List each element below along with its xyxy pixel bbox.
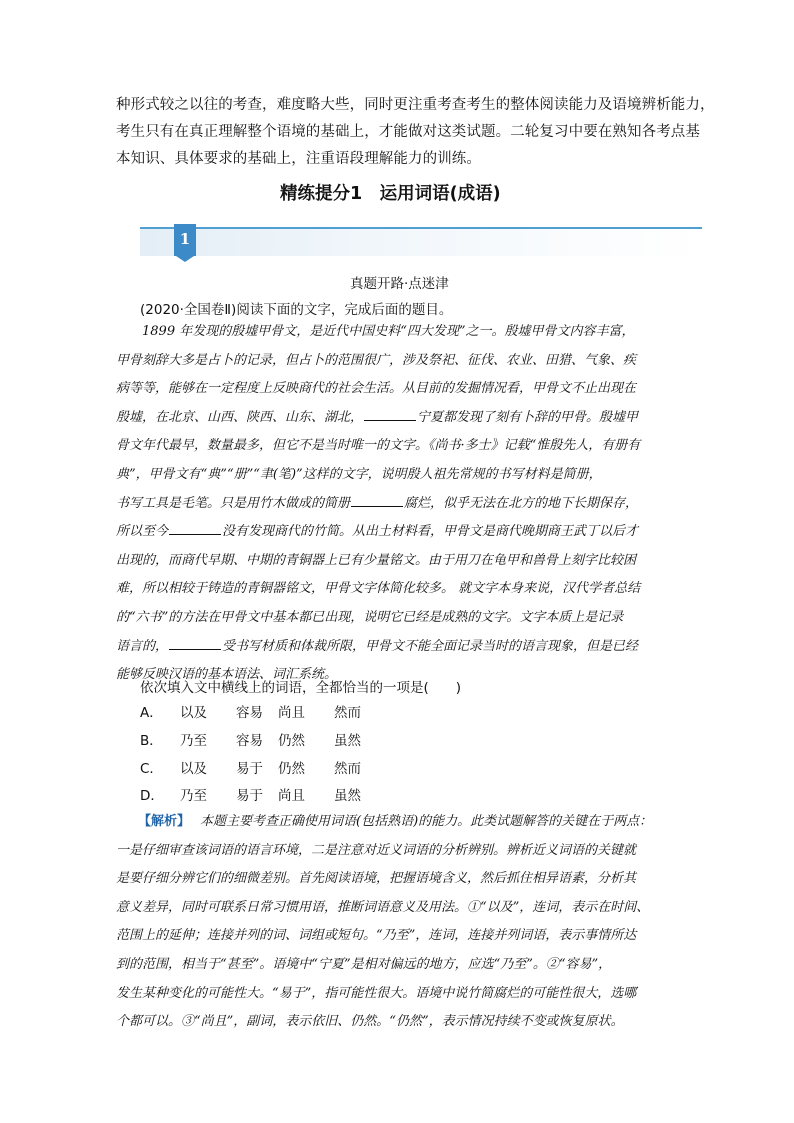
option-letter: D． <box>140 788 164 805</box>
passage-line <box>116 490 688 519</box>
passage-line: 病等等，能够在一定程度上反映商代的社会生活。从目前的发掘情况看，甲骨文不止出现在 <box>116 381 637 397</box>
option-word: 易于 <box>236 760 263 777</box>
option-word: 尚且 <box>278 788 305 805</box>
passage-line: 骨文年代最早，数量最多，但它不是当时唯一的文字。《尚书·多士》记载“惟殷先人，有册有 <box>116 438 641 454</box>
option-word: 容易 <box>236 705 263 721</box>
intro-line: 种形式较之以往的考查，难度略大些，同时更注重考查考生的整体阅读能力及语境辨析能力， <box>116 97 715 113</box>
passage-line: 典”，甲骨文有“典”“册”“聿(笔)”这样的文字，说明殷人祖先常规的书写材料是简册， <box>116 466 602 482</box>
option-word: 然而 <box>334 760 361 777</box>
answer-blank-1 <box>364 406 416 421</box>
intro-paragraph <box>116 92 715 173</box>
passage-line: 1899 年发现的殷墟甲骨文，是近代中国史料“四大发现”之一。殷墟甲骨文内容丰富， <box>116 324 635 339</box>
option-word: 乃至 <box>180 788 207 805</box>
section-banner <box>140 224 702 260</box>
analysis-line: 到的范围，相当于“甚至”。语境中“宁夏”是相对偏远的地方，应选“乃至”。②“容易”， <box>116 956 612 972</box>
option-word: 虽然 <box>334 788 361 805</box>
answer-blank-2 <box>351 492 403 507</box>
analysis-line: 是要仔细分辨它们的细微差别。首先阅读语境，把握语境含义，然后抓住相异语素，分析其 <box>116 871 637 887</box>
passage-line <box>116 404 688 433</box>
analysis-line: 一是仔细审查该词语的语言环境，二是注意对近义词语的分析辨别。辨析近义词语的关键就 <box>116 842 637 858</box>
option-letter: B． <box>140 732 163 749</box>
reading-passage <box>116 318 688 690</box>
banner-background <box>140 228 702 256</box>
option-word: 乃至 <box>180 732 207 749</box>
section-title: 精练提分1 运用词语(成语) <box>280 184 501 204</box>
option-word: 以及 <box>180 705 207 721</box>
analysis-tag: 【解析】 <box>138 814 191 829</box>
analysis-section <box>116 808 696 1037</box>
passage-text: 腐烂，似乎无法在北方的地下长期保存， <box>404 495 639 511</box>
option-c[interactable] <box>140 756 540 784</box>
intro-line: 考生只有在真正理解整个语境的基础上，才能做对这类试题。二轮复习中要在熟知各考点基 <box>116 124 700 140</box>
option-word: 容易 <box>236 732 263 749</box>
chevron-down-icon <box>176 256 194 262</box>
passage-text: 没有发现商代的竹简。从出土材料看，甲骨文是商代晚期商王武丁以后才 <box>222 524 639 540</box>
option-word: 虽然 <box>334 732 361 749</box>
passage-line: 难，所以相较于铸造的青铜器铭文，甲骨文字体简化较多。 就文字本身来说，汉代学者总结 <box>116 581 641 597</box>
answer-blank-4 <box>169 635 221 650</box>
passage-line <box>116 518 688 547</box>
option-letter: C． <box>140 760 163 777</box>
section-number-badge: 1 <box>174 224 196 256</box>
passage-line: 能够反映汉语的基本语法、词汇系统。 <box>116 667 338 683</box>
sub-title: 真题开路·点迷津 <box>350 276 449 292</box>
analysis-line: 意义差异，同时可联系日常习惯用语，推断词语意义及用法。①“以及”，连词，表示在时间、 <box>116 899 650 915</box>
passage-text: 所以至今 <box>116 524 169 540</box>
option-b[interactable] <box>140 728 540 756</box>
option-word: 以及 <box>180 760 207 777</box>
banner-divider <box>140 227 702 229</box>
answer-options <box>140 700 540 811</box>
passage-text: 受书写材质和体裁所限，甲骨文不能全面记录当时的语言现象，但是已经 <box>222 638 639 654</box>
passage-line <box>116 633 688 662</box>
passage-line: 甲骨刻辞大多是占卜的记录，但占卜的范围很广，涉及祭祀、征伐、农业、田猎、气象、疾 <box>116 352 637 368</box>
passage-text: 宁夏都发现了刻有卜辞的甲骨。殷墟甲 <box>417 409 639 425</box>
passage-text: 语言的， <box>116 638 169 654</box>
passage-text: 殷墟，在北京、山西、陕西、山东、湖北， <box>116 409 364 425</box>
passage-line: 的“六书”的方法在甲骨文中基本都已出现，说明它已经是成熟的文字。文字本质上是记录 <box>116 609 624 625</box>
analysis-line: 范围上的延伸；连接并列的词、词组或短句。“乃至”，连词，连接并列词语，表示事情所达 <box>116 928 637 944</box>
option-letter: A． <box>140 705 163 721</box>
option-word: 仍然 <box>278 760 305 777</box>
option-a[interactable] <box>140 700 540 728</box>
analysis-line: 个都可以。③“尚且”，副词，表示依旧、仍然。“仍然”，表示情况持续不变或恢复原状。 <box>116 1014 624 1030</box>
analysis-text: 本题主要考查正确使用词语(包括熟语)的能力。此类试题解答的关键在于两点： <box>200 814 653 829</box>
analysis-line: 发生某种变化的可能性大。“易于”，指可能性很大。语境中说竹简腐烂的可能性很大，选哪 <box>116 985 637 1001</box>
passage-text: 书写工具是毛笔。只是用竹木做成的简册 <box>116 495 351 511</box>
analysis-line <box>116 808 696 837</box>
intro-line: 本知识、具体要求的基础上，注重语段理解能力的训练。 <box>116 151 481 167</box>
question-source: (2020·全国卷Ⅱ)阅读下面的文字，完成后面的题目。 <box>140 302 453 318</box>
passage-line: 出现的，而商代早期、中期的青铜器上已有少量铭文。由于用刀在龟甲和兽骨上刻字比较困 <box>116 552 637 568</box>
question-stem: 依次填入文中横线上的词语，全都恰当的一项是( ) <box>140 680 462 696</box>
option-word: 仍然 <box>278 732 305 749</box>
option-word: 尚且 <box>278 705 305 721</box>
option-word: 易于 <box>236 788 263 805</box>
answer-blank-3 <box>169 520 221 535</box>
option-word: 然而 <box>334 705 361 721</box>
